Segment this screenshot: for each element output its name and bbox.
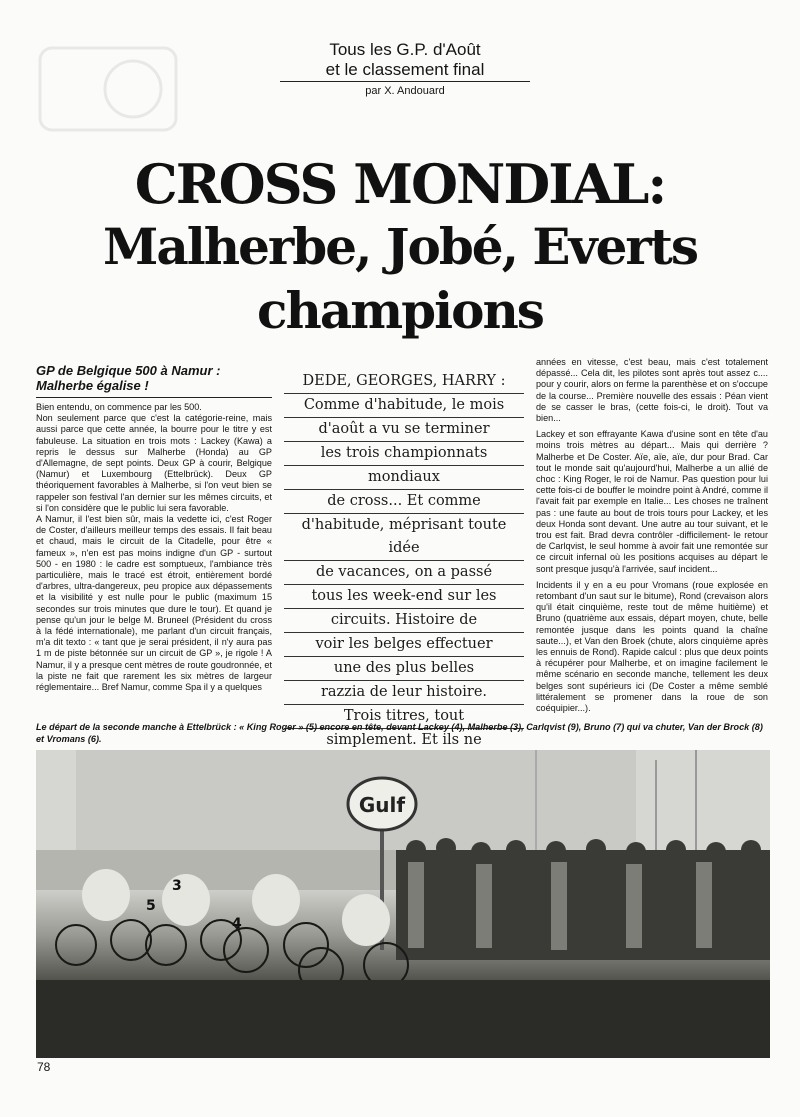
bike-number: 3 — [172, 878, 182, 894]
left-paragraph: Bien entendu, on commence par les 500. — [36, 402, 202, 412]
article-kicker — [280, 40, 530, 98]
left-paragraph: Non seulement parce que c'est la catégorie-reine, mais aussi parce que cette année, la bourre pour le titre y est fabuleuse. La situation en trois mots : Lackey (Kawa) a repris le dessus sur Malherbe (Honda) au GP d'Allemagne, de sept points. Deux GP à courir, Belgique (Namur) et Luxembourg (Ettelbrück). Deux GP théoriquement favorables à Malherbe, si l'on veut bien se rappeler son festival l'an dernier sur les mêmes circuits, et si l'on considère que le public lui sera favorable. — [36, 413, 272, 513]
pull-quote-line: mondiaux — [284, 466, 524, 490]
gulf-sign-text: Gulf — [358, 793, 406, 817]
pull-quote-line: tous les week-end sur les — [284, 585, 524, 609]
right-paragraph: Incidents il y en a eu pour Vromans (roue explosée en retombant d'un saut sur le bitume), Rond (crevaison alors qu'il était cinquième, reste tout de même huitième) et Bruno (quatrième aux essais, départ moyen, chute, belle remontée jusque dans les points quand la chaîne saute...), et Van den Broek (chute, alors cinquième après les ennuis de Rond). Rapide calcul : plus que deux points à récupérer pour Malherbe, et on imagine facilement le même scénario en seconde manche, tellement les deux belges sont supérieurs ici (De Coster a même semblé littéralement se promener dans la roue de son coéquipier...). — [536, 579, 768, 714]
pull-quote-line: d'habitude, méprisant toute idée — [284, 514, 524, 561]
faint-logo-watermark — [38, 46, 178, 132]
page-number: 78 — [37, 1060, 51, 1074]
left-column — [36, 363, 272, 693]
main-headline — [40, 153, 760, 343]
pull-quote-line: DEDE, GEORGES, HARRY : — [284, 370, 524, 394]
kicker-line-1: Tous les G.P. d'Août — [329, 40, 481, 59]
left-paragraph: A Namur, il l'est bien sûr, mais la vedette ici, c'est Roger de Coster, d'ailleurs meilleur temps des essais. Il fait beau et chaud, mais le circuit de la Citadelle, pour être « fameux », n'en est pas moins indigne d'un GP - surtout 500 - en 1980 : le cadre est somptueux, l'ambiance très particulière, mais le tracé est étroit, entièrement bordé d'arbres, ultra-dangereux, peu propice aux dépassements et la visibilité y est nulle pour le public (maximum 15 secondes sur trois minutes que dure le tour). Et quand je pense qu'un jour le belge M. Bruneel (Président du cross à la fédé internationale), me parlant d'un circuit français, m'a dit texto : « tant que je serai président, il n'y aura pas 1 m de piste bétonnée sur un circuit de GP », je rigole ! A Namur, il y a presque cent mètres de route goudronnée, et la piste ne fait que rarement les six mètres de largeur réglementaire... Bref Namur, comme Spa il y a quelques — [36, 514, 272, 693]
pull-quote-line: d'août a vu se terminer — [284, 418, 524, 442]
pull-quote-line: une des plus belles — [284, 657, 524, 681]
headline-line-1: CROSS MONDIAL: — [134, 152, 666, 216]
headline-line-3: champions — [257, 281, 543, 340]
race-start-illustration — [36, 750, 770, 1058]
right-paragraph: Lackey et son effrayante Kawa d'usine sont en tête d'au moins trois mètres au départ... Mais qui derrière ? Malherbe et De Coster. Aïe, aïe, aïe, dur pour Brad. Car tout le monde sait qu'aujourd'hui, Malherbe a un allié de choc : King Roger, le roi de Namur. Pas question pour lui cette fois-ci de bouffer le moindre point à André, comme il l'avait fait par exemple en Italie... Les choses ne traînent pas : une faute au bout de trois tours pour Lackey, et les deux Honda sont devant. Une autre au tour suivant, et le trou est fait. Brad devra contrôler -difficilement- le retour de Carlqvist, le seul homme à avoir fait une remontée sur ce circuit infernal où les positions acquises au départ le sont presque jusqu'à l'arrivée, sauf incident... — [536, 429, 768, 574]
pull-quote-line: de cross... Et comme — [284, 490, 524, 514]
pull-quote-line: Comme d'habitude, le mois — [284, 394, 524, 418]
pull-quote-line: circuits. Histoire de — [284, 609, 524, 633]
photo-caption: Le départ de la seconde manche à Ettelbrück : « King Roger » (5) encore en tête, devant Lackey (4), Malherbe (3), Carlqvist (9), Bruno (7) qui va chuter, Van der Brock (8) et Vromans (6). — [36, 722, 763, 744]
pull-quote-line: les trois championnats — [284, 442, 524, 466]
byline: par X. Andouard — [365, 85, 445, 97]
bike-number: 5 — [146, 898, 156, 914]
right-column — [536, 357, 768, 719]
pull-quote-line: simplement. Et ils ne — [284, 729, 524, 753]
pull-quote-line: voir les belges effectuer — [284, 633, 524, 657]
kicker-line-2: et le classement final — [325, 60, 485, 79]
pull-quote-line: Trois titres, tout — [284, 705, 524, 729]
headline-line-2: Malherbe, Jobé, Everts — [103, 217, 697, 276]
pull-quote-line: razzia de leur histoire. — [284, 681, 524, 705]
kicker-rule — [280, 81, 530, 82]
section-subheading: GP de Belgique 500 à Namur : Malherbe égalise ! — [36, 363, 272, 398]
pull-quote — [284, 370, 524, 777]
right-paragraph: années en vitesse, c'est beau, mais c'est totalement dépassé... Cela dit, les pilotes sont après tout assez c.... pour y courir, alors on ferme la parenthèse et on s'occupe de la course... Première nouvelle des essais : Péan vient de se casser le bras, (cette fois-ci, le droit). Tout va bien... — [536, 357, 768, 424]
pull-quote-line: de vacances, on a passé — [284, 561, 524, 585]
race-start-photo — [36, 750, 770, 1058]
bike-number: 4 — [232, 916, 242, 932]
